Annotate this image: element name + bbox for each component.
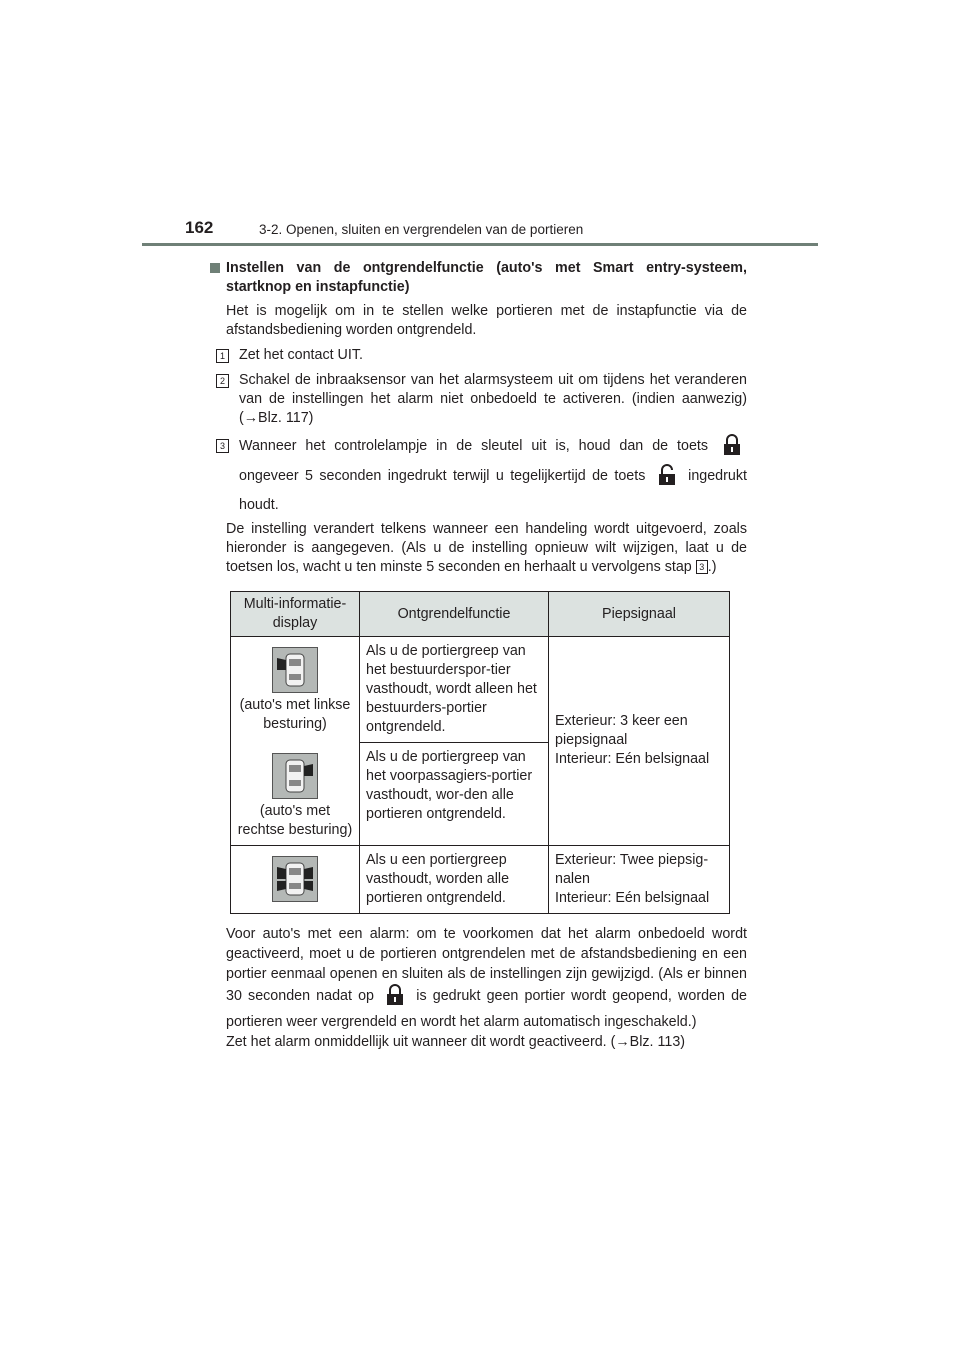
display-cell [231,845,360,913]
function-cell: Als u de portiergreep van het bestuurderspor-tier vasthoudt, wordt alleen het bestuurders-portier ontgrendeld. [360,637,549,743]
icon-caption: (auto's met rechtse besturing) [237,802,353,838]
table-header-row [231,592,730,637]
intro-paragraph: Het is mogelijk om in te stellen welke portieren met de instapfunctie via de afstandsbediening worden ontgrendeld. [226,303,747,338]
beep-cell [549,637,730,846]
table-row [231,845,730,913]
step-number: 2 [216,374,229,388]
step-1 [210,346,747,365]
heading-bullet [210,263,220,273]
notes-text: Zet het alarm onmiddellijk uit wanneer dit wordt geactiveerd. (→Blz. 113) [226,1033,686,1050]
step-reference: 3 [696,560,708,574]
page-header [0,0,960,250]
step-number: 3 [216,439,229,453]
display-cell [231,743,360,846]
lock-icon [723,434,741,464]
beep-text: Exterieur: Twee piepsig-nalen Interieur: Eén belsignaal [555,851,710,906]
unlock-settings-table [230,591,730,914]
after-steps-text-end: .) [707,559,717,575]
car-door-left-icon [272,647,318,693]
step-text: Zet het contact UIT. [239,347,363,363]
column-header: Multi-informatie-display [231,592,360,637]
step-text: Wanneer het controlelampje in de sleutel uit is, houd dan de toets [239,438,709,454]
step-text: ongeveer 5 seconden ingedrukt terwijl u tegelijkertijd de toets [239,468,646,484]
page-content [210,259,747,1052]
icon-caption: (auto's met linkse besturing) [239,697,351,732]
car-doors-all-icon [272,856,318,902]
lock-icon [386,984,404,1012]
function-cell: Als u een portiergreep vasthoudt, worden alle portieren ontgrendeld. [360,845,549,913]
alarm-notes [210,924,747,1052]
column-header: Piepsignaal [549,592,730,637]
step-text: ingedrukt houdt. [239,468,747,513]
beep-cell [549,845,730,913]
step-2 [210,371,747,428]
header-rule [142,243,818,246]
heading-text: Instellen van de ontgrendelfunctie (auto's met Smart entry-systeem, startknop en instapfunctie) [226,260,747,295]
page-number: 162 [185,218,214,237]
after-steps-paragraph [210,520,747,577]
step-text: Schakel de inbraaksensor van het alarmsysteem uit om tijdens het veranderen van de instellingen het alarm niet onbedoeld te activeren. (indien aanwezig) (→Blz. 117) [239,372,747,426]
section-heading [210,259,747,297]
function-cell: Als u de portiergreep van het voorpassagiers-portier vasthoudt, wor-den alle portieren ontgrendeld. [360,743,549,846]
after-steps-text: De instelling verandert telkens wanneer een handeling wordt uitgevoerd, zoals hieronder is aangegeven. (Als u de instelling opnieuw wilt wijzigen, laat u de toetsen los, wacht u ten minste 5 seconden en herhaalt u vervolgens stap [226,521,747,575]
display-cell [231,637,360,743]
table-row [231,637,730,743]
beep-text: Exterieur: 3 keer een piepsignaal Interieur: Eén belsignaal [555,713,710,768]
step-3 [210,434,747,517]
step-number: 1 [216,349,229,363]
car-door-right-icon [272,753,318,799]
section-title: 3-2. Openen, sluiten en vergrendelen van de portieren [259,222,584,237]
column-header: Ontgrendelfunctie [360,592,549,637]
notes-text: Voor auto's met een alarm: om te voorkomen dat het alarm onbedoeld wordt geactiveerd, moet u de portieren ontgrendelen met de afstandsbediening en een portier eenmaal openen en sluiten als de instellingen zijn gewijzigd. (Als er binnen 30 seconden nadat op [226,925,747,1004]
notes-text: is gedrukt geen portier wordt geopend, worden de portieren weer vergrendeld en wordt het alarm automatisch ingeschakeld.) [226,987,747,1030]
unlock-icon [658,464,676,494]
